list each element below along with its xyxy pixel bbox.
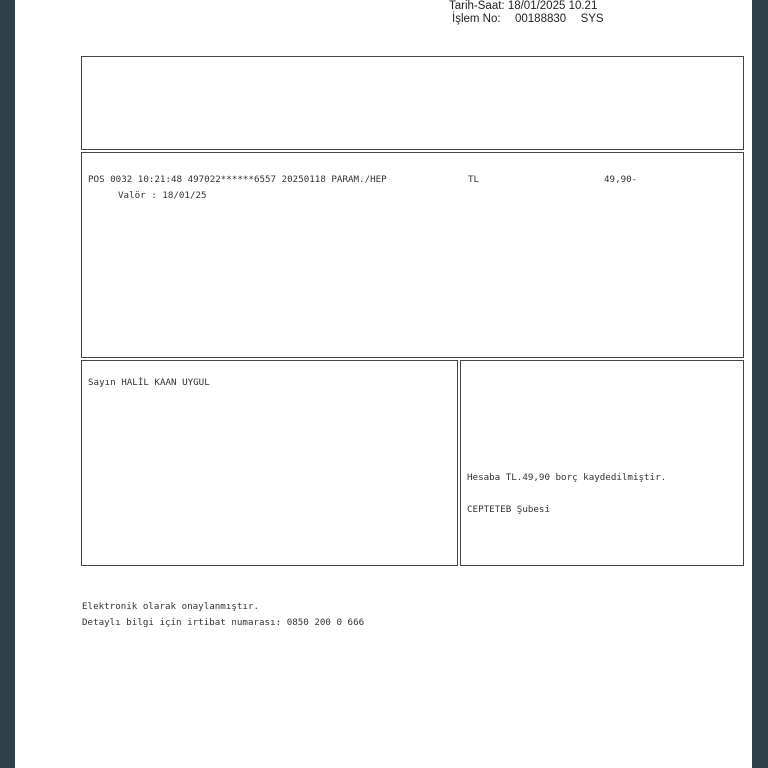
customer-name: HALİL KAAN UYGUL xyxy=(121,377,210,388)
branch-name: CEPTETEB Şubesi xyxy=(467,504,550,515)
customer-box xyxy=(81,360,458,566)
date-value: 18/01/2025 10.21 xyxy=(507,0,598,12)
contact-phone: 0850 200 0 666 xyxy=(286,617,365,628)
valor-value: 18/01/25 xyxy=(162,190,207,201)
salutation: Sayın xyxy=(88,377,116,388)
date-label: Tarih-Saat: xyxy=(449,0,505,12)
transaction-currency: TL xyxy=(468,174,480,185)
notice-box xyxy=(460,360,744,566)
customer-line xyxy=(88,377,210,388)
valor-line: Valör : 18/01/25 xyxy=(118,190,207,201)
footer-approval: Elektronik olarak onaylanmıştır. xyxy=(82,601,260,612)
top-empty-box xyxy=(81,56,744,150)
transaction-number-value: 00188830 xyxy=(514,13,567,25)
transaction-box xyxy=(81,152,744,358)
transaction-number-label: İşlem No: xyxy=(452,13,501,25)
document-page xyxy=(15,0,752,768)
transaction-amount: 49,90- xyxy=(604,174,638,185)
transaction-code: SYS xyxy=(580,13,604,25)
valor-label: Valör xyxy=(118,190,146,201)
footer-contact xyxy=(82,617,364,628)
document-header xyxy=(448,0,748,26)
contact-label: Detaylı bilgi için irtibat numarası: xyxy=(82,617,282,628)
transaction-line: POS 0032 10:21:48 497022******6557 20250118 PARAM./HEP xyxy=(88,174,387,185)
debit-notice: Hesaba TL.49,90 borç kaydedilmiştir. xyxy=(467,472,667,483)
